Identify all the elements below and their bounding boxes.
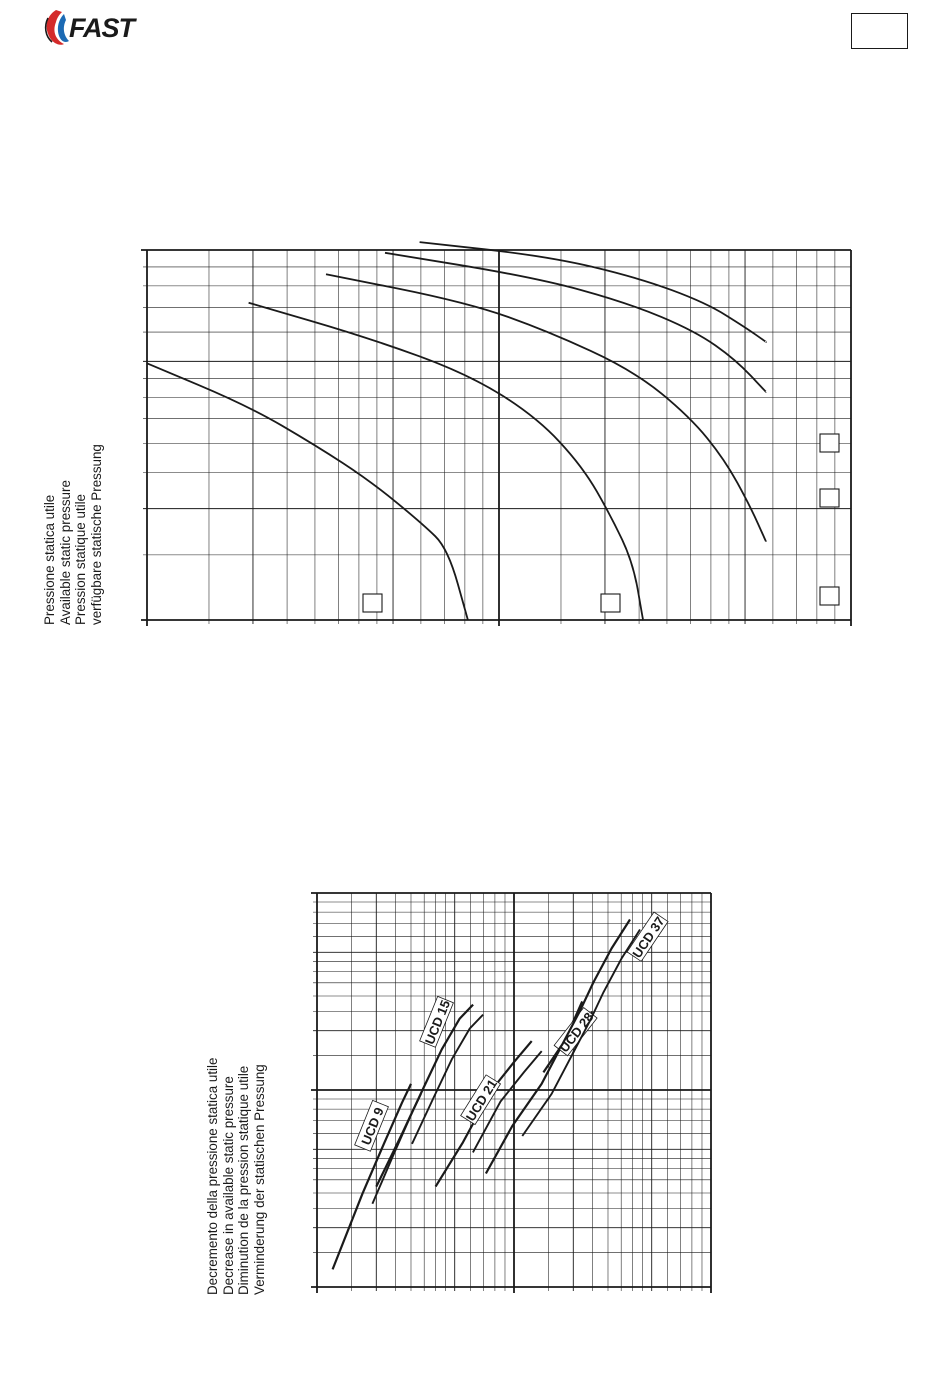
logo-text: FAST xyxy=(69,13,135,43)
chart1-ylabel-fr: Pression statique utile xyxy=(73,493,88,625)
chart2-series-label-text: UCD 21 xyxy=(462,1076,501,1124)
chart2-ylabel-de: Verminderung der statischen Pressung xyxy=(251,1064,267,1295)
chart2-ylabel-en: Decrease in available static pressure xyxy=(220,1076,236,1295)
chart2-ylabel-fr: Diminution de la pression statique utile xyxy=(236,1065,251,1295)
chart2-series-label-3 xyxy=(461,1075,501,1125)
chart2-series-label-text: UCD 37 xyxy=(629,913,668,961)
chart1-ylabel-en: Available static pressure xyxy=(57,480,73,625)
chart1-ylabel-it: Pressione statica utile xyxy=(42,494,57,625)
chart2-series-label-text: UCD 28 xyxy=(556,1009,597,1056)
chart2-curve-4 xyxy=(486,1001,582,1173)
chart2-series-label-text: UCD 9 xyxy=(358,1105,387,1148)
chart2-grid xyxy=(311,893,711,1293)
chart2-ylabel-it: Decremento della pressione statica utile xyxy=(205,1057,220,1295)
chart1-ylabel-de: verfügbare statische Pressung xyxy=(88,444,104,625)
chart2-series-label-text: UCD 15 xyxy=(421,997,454,1047)
